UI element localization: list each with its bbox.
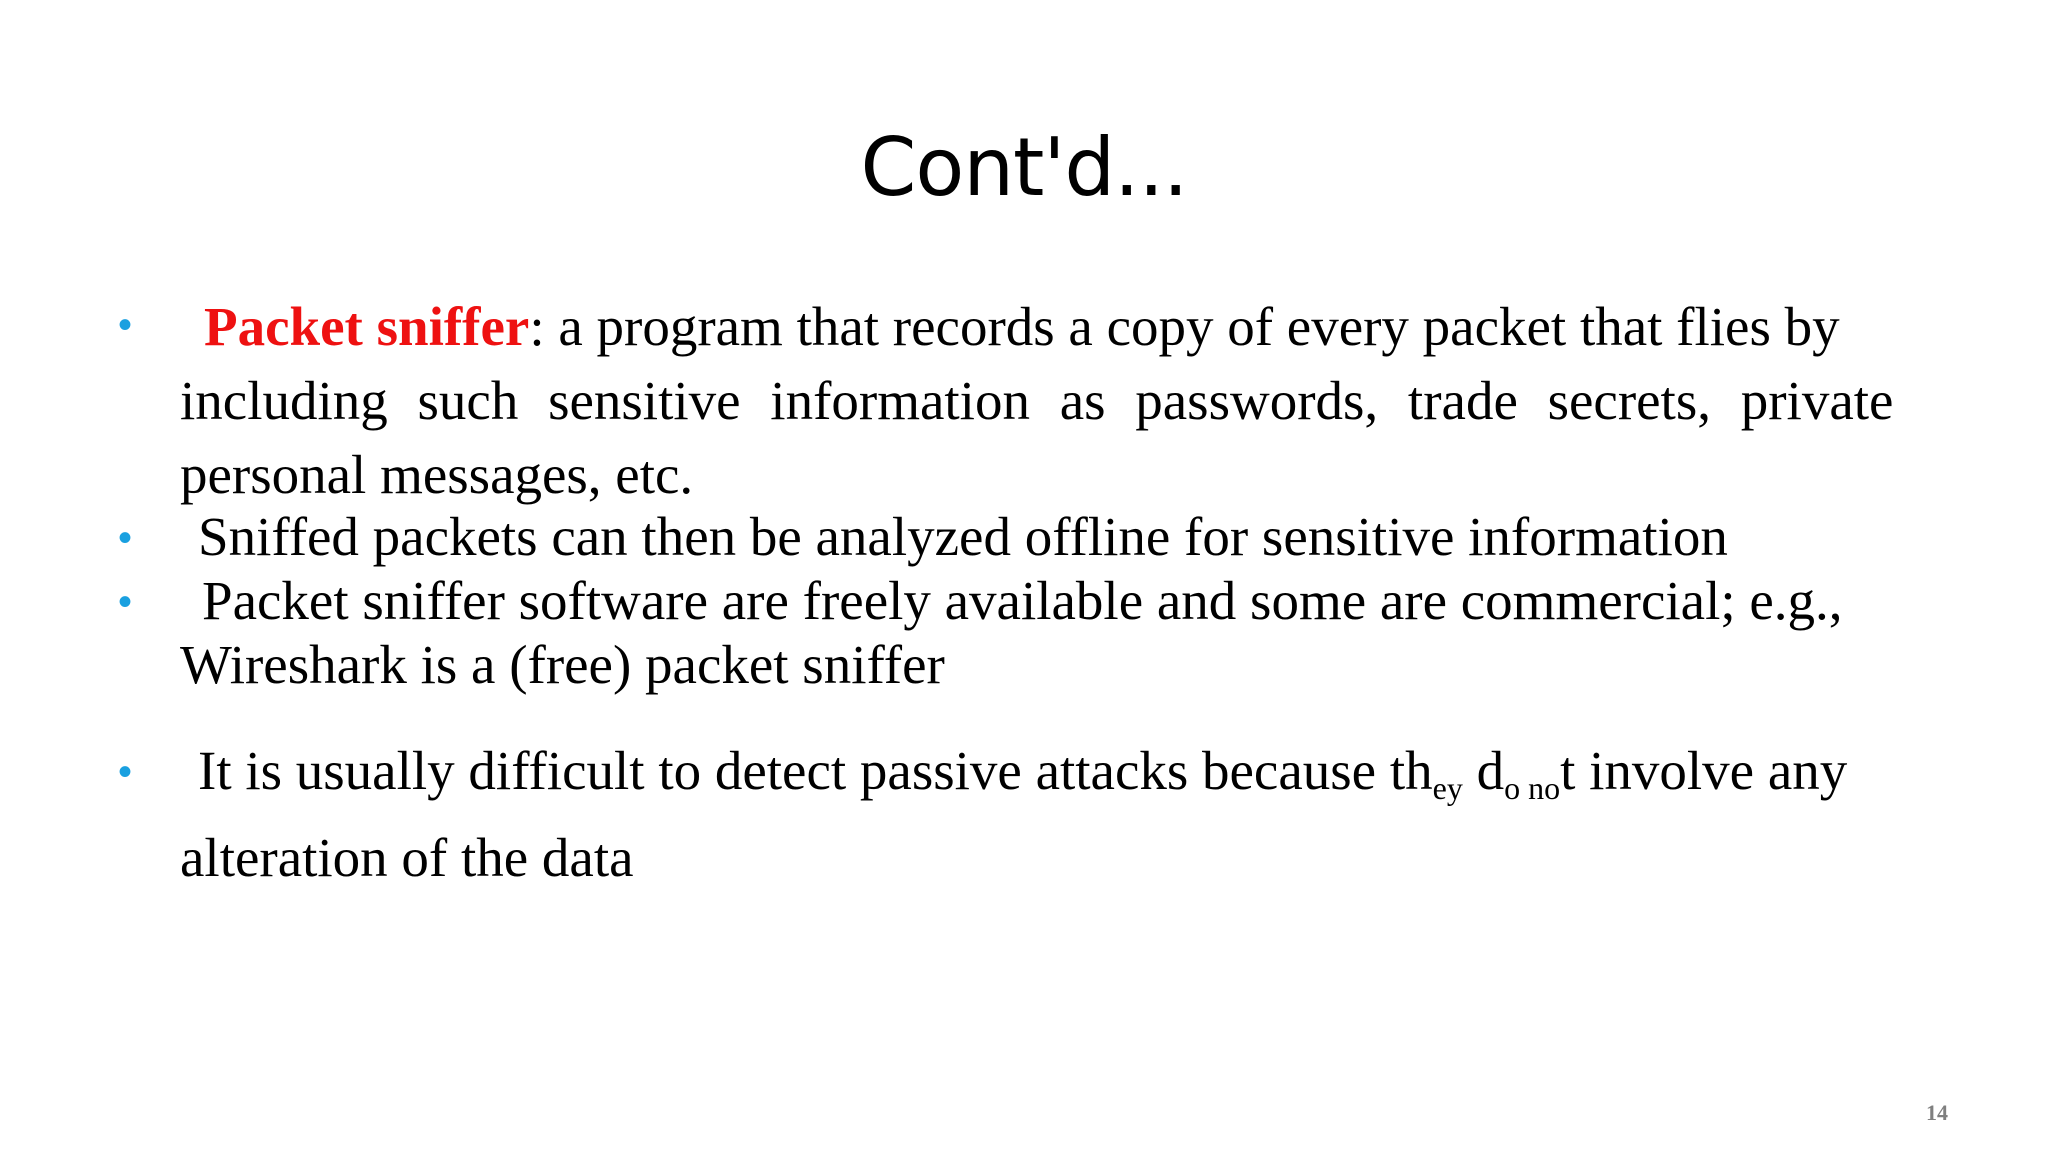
bullet-4-line-2: alteration of the data — [180, 827, 634, 888]
bullet-3-line-2: Wireshark is a (free) packet sniffer — [180, 634, 945, 695]
bullet-1 — [180, 290, 1950, 512]
bullet-4-subscript-1: ey — [1432, 770, 1463, 806]
bullet-4-subscript-2: o no — [1504, 770, 1561, 806]
bullet-1-text: : a program that records a copy of every packet that flies by — [529, 296, 1840, 357]
bullet-1-line-1 — [180, 290, 1950, 364]
bullet-dot: • — [118, 516, 133, 560]
term-packet-sniffer: Packet sniffer — [204, 296, 530, 357]
bullet-4-part-1: It is usually difficult to detect passive attacks because th — [198, 740, 1433, 801]
bullet-4 — [180, 736, 1950, 893]
bullet-3 — [180, 569, 1950, 697]
page-number: 14 — [1926, 1100, 1948, 1125]
bullet-2-text: Sniffed packets can then be analyzed offline for sensitive information — [198, 506, 1728, 567]
bullet-1-line-2: including such sensitive information as passwords, trade secrets, private — [180, 370, 1894, 431]
bullet-1-line-3: personal messages, etc. — [180, 444, 694, 505]
bullet-2 — [180, 505, 1950, 569]
bullet-3-line-1: Packet sniffer software are freely available and some are commercial; e.g., — [202, 570, 1843, 631]
bullet-4-part-2: d — [1462, 740, 1505, 801]
slide-title: Cont'd... — [860, 121, 1188, 214]
bullet-4-part-3: t involve any — [1560, 740, 1848, 801]
bullet-dot: • — [118, 750, 133, 794]
bullet-dot: • — [118, 580, 133, 624]
bullet-dot: • — [118, 303, 133, 347]
